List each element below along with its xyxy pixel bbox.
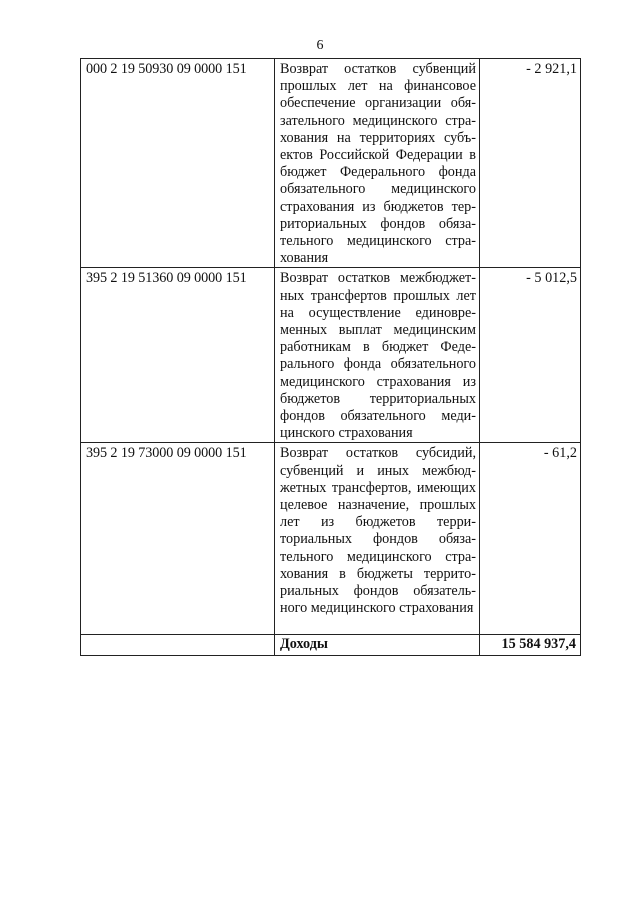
budget-classification-code: 395 2 19 51360 09 0000 151	[81, 268, 275, 443]
budget-classification-code: 395 2 19 73000 09 0000 151	[81, 443, 275, 635]
table-total-row	[81, 635, 581, 655]
revenue-item-name: Возврат остатков субвенций прошлых лет на финансовое обеспечение организации обязательного медицинского страхования на территориях субъектов Российской Федерации в бюджет Федерального фонда обязательного медицинского страхования из бюджетов территориальных фондов обязательного медицинского страхования	[275, 59, 480, 268]
total-label: Доходы	[275, 635, 480, 655]
table-row	[81, 268, 581, 443]
revenue-item-name: Возврат остатков субсидий, субвенций и иных межбюджетных трансфертов, имеющих целевое назначение, прошлых лет из бюджетов территориальных фондов обязательного медицинского страхования в бюджеты территориальных фондов обязательного медицинского страхования	[275, 443, 480, 635]
table-row	[81, 59, 581, 268]
total-code-cell	[81, 635, 275, 655]
revenue-item-name: Возврат остатков межбюджетных трансфертов прошлых лет на осуществление единовременных выплат медицинским работникам в бюджет Федерального фонда обязательного медицинского страхования из бюджетов территориальных фондов обязательного медицинского страхования	[275, 268, 480, 443]
table-row	[81, 443, 581, 635]
total-amount: 15 584 937,4	[480, 635, 581, 655]
revenue-amount: - 61,2	[480, 443, 581, 635]
budget-classification-code: 000 2 19 50930 09 0000 151	[81, 59, 275, 268]
revenue-table	[80, 58, 581, 656]
revenue-amount: - 2 921,1	[480, 59, 581, 268]
revenue-amount: - 5 012,5	[480, 268, 581, 443]
page-number: 6	[316, 38, 324, 53]
